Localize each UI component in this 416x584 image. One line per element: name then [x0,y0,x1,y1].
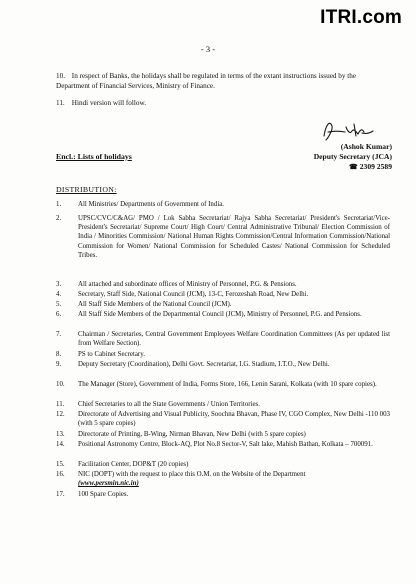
paragraph-number: 11. [56,99,65,107]
item-number: 12. [56,411,65,418]
item-text: All Ministries/ Departments of Government of India. [78,201,225,208]
item-number: 9. [56,361,62,368]
item-number: 15. [56,461,65,468]
item-text: 100 Spare Copies. [78,491,129,498]
paragraph-11 [56,98,386,108]
signatory-designation: Deputy Secretary (JCA) [313,152,392,161]
site-watermark: ITRI.com [320,7,402,28]
distribution-heading: DISTRIBUTION: [56,185,117,194]
handwritten-signature [318,118,376,144]
item-text: The Manager (Store), Government of India, Forms Store, 166, Lenin Sarani, Kolkata (with 10 spare copies). [78,381,377,388]
item-text: Facilitation Center, DOP&T (20 copies) [78,461,189,468]
item-number: 7. [56,331,62,338]
item-number: 13. [56,431,65,438]
item-text: Deputy Secretary (Coordination), Delhi Govt. Secretariat, I.G. Stadium, I.T.O., New Delhi. [78,361,330,368]
item-text: All Staff Side Members of the Departmental Council (JCM), Ministry of Personnel, P.G. and Pensions. [78,311,362,318]
item-text: UPSC/CVC/C&AG/ PMO / Lok Sabha Secretariat/ Rajya Sabha Secretariat/ President's Secretariat/Vice-President's Secretariat/ Supreme Court/ High Court/ Central Administrative Tribunal/ Election Commission of India / Minorities Commission/ National Human Rights Commission/Central Information Commission/National Commission for Women/ National Commission for Scheduled Castes/ National Commission for Scheduled Tribes. [78,215,390,259]
item-text: Positional Astronomy Centre, Block-AQ, Plot No.8 Sector-V, Salt lake, Mahish Bathan, Kolkata – 700091. [78,441,373,448]
item-number: 10. [56,381,65,388]
item-number: 14. [56,441,65,448]
item-number: 4. [56,291,62,298]
website-link[interactable]: (www.persmin.nic.in) [78,480,139,488]
item-text: All Staff Side Members of the National Council (JCM). [78,301,232,308]
item-number: 6. [56,311,62,318]
telephone-icon: ☎ [348,163,358,171]
item-text: PS to Cabinet Secretary. [78,351,145,358]
paragraph-number: 10. [56,72,65,80]
item-text: Directorate of Printing, B-Wing, Nirman Bhavan, New Delhi (with 5 spare copies) [78,431,306,438]
enclosure-line: Encl.: Lists of holidays [56,152,132,161]
item-number: 11. [56,401,65,408]
item-text [78,470,390,488]
item-text: Chairman / Secretaries, Central Government Employees Welfare Coordination Committees (As per updated list from Welfare Section). [78,331,390,348]
item-number: 16. [56,471,65,478]
signature-block [282,142,392,172]
item-number: 1. [56,201,62,208]
signatory-name: (Ashok Kumar) [340,142,392,151]
item-number: 8. [56,351,62,358]
item-number: 5. [56,301,62,308]
page-number: - 3 - [200,44,216,54]
paragraph-10 [56,71,386,91]
phone-number: 2309 2589 [359,162,392,171]
item-number: 17. [56,491,65,498]
item-text: Directorate of Advertising and Visual Publicity, Soochna Bhavan, Phase IV, CGO Complex, New Delhi -110 003 (with 5 spare copies) [78,411,390,428]
item-text: Chief Secretaries to all the State Governments / Union Territories. [78,401,260,408]
item-text-body: NIC (DOPT) with the request to place this O.M. on the Website of the Department [78,471,306,478]
item-number: 2. [56,215,62,222]
item-number: 3. [56,281,62,288]
item-text: Secretary, Staff Side, National Council (JCM), 13-C, Ferozeshah Road, New Delhi. [78,291,309,298]
item-text: All attached and subordinate offices of Ministry of Personnel, P.G. & Pensions. [78,281,297,288]
signatory-phone [282,162,392,172]
paragraph-text: Hindi version will follow. [71,99,146,107]
paragraph-text: In respect of Banks, the holidays shall be regulated in terms of the extant instructions issued by the Department of Financial Services, Ministry of Finance. [56,72,357,90]
